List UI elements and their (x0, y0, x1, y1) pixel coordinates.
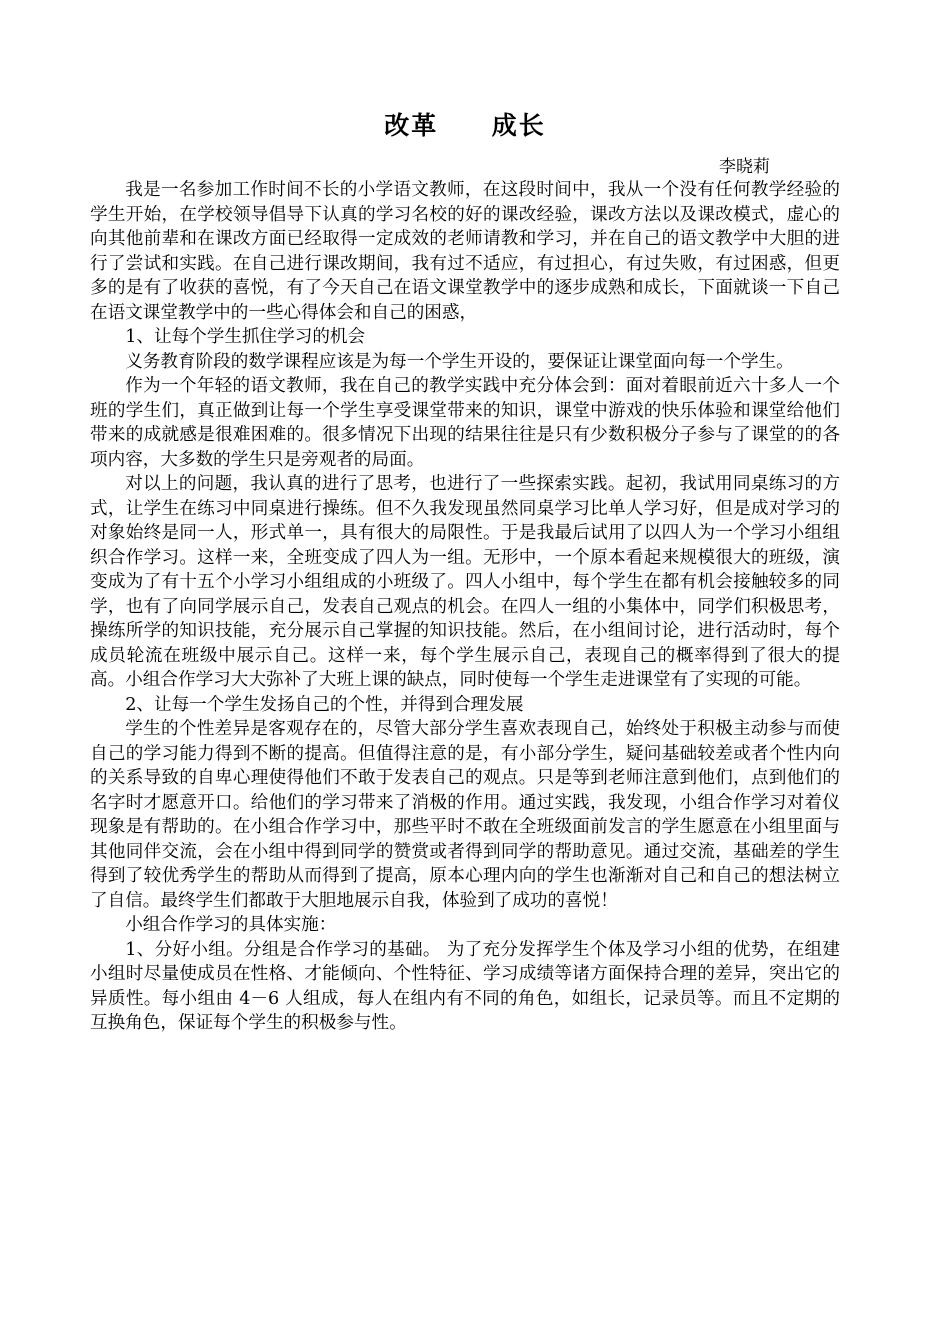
body-paragraph: 我是一名参加工作时间不长的小学语文教师，在这段时间中，我从一个没有任何教学经验的学生开始，在学校领导倡导下认真的学习名校的好的课改经验，课改方法以及课改模式，虚心的向其他前辈和在课改方面已经取得一定成效的老师请教和学习，并在自己的语文教学中大胆的进行了尝试和实践。在自己进行课改期间，我有过不适应，有过担心，有过失败，有过困惑，但更多的是有了收获的喜悦，有了今天自己在语文课堂教学中的逐步成熟和成长，下面就谈一下自己在语文课堂教学中的一些心得体会和自己的困惑， (90, 180, 840, 323)
body-paragraph: 1、分好小组。分组是合作学习的基础。 为了充分发挥学生个体及学习小组的优势，在组建小组时尽量使成员在性格、才能倾向、个性特征、学习成绩等诸方面保持合理的差异，突出它的异质性。每小组由 4－6 人组成，每人在组内有不同的角色，如组长，记录员等。而且不定期的互换角色，保证每个学生的积极参与性。 (90, 939, 840, 1033)
section-heading: 2、让每一个学生发扬自己的个性，并得到合理发展 (125, 694, 524, 715)
document-page (90, 110, 840, 1036)
document-author: 李晓莉 (719, 157, 770, 177)
body-paragraph: 学生的个性差异是客观存在的，尽管大部分学生喜欢表现自己，始终处于积极主动参与而使自己的学习能力得到不断的提高。但值得注意的是，有小部分学生，疑问基础较差或者个性内向的关系导致的自卑心理使得他们不敢于发表自己的观点。只是等到老师注意到他们，点到他们的名字时才愿意开口。给他们的学习带来了消极的作用。通过实践，我发现，小组合作学习对着仪现象是有帮助的。在小组合作学习中，那些平时不敢在全班级面前发言的学生愿意在小组里面与其他同伴交流，会在小组中得到同学的赞赏或者得到同学的帮助意见。通过交流，基础差的学生得到了较优秀学生的帮助从而得到了提高，原本心理内向的学生也渐渐对自己和自己的想法树立了自信。最终学生们都敢于大胆地展示自我，体验到了成功的喜悦！ (90, 719, 840, 911)
document-body (90, 178, 840, 1036)
section-heading: 小组合作学习的具体实施： (125, 915, 337, 935)
body-paragraph: 义务教育阶段的数学课程应该是为每一个学生开设的，要保证让课堂面向每一个学生。 (125, 351, 794, 372)
body-paragraph: 对以上的问题，我认真的进行了思考，也进行了一些探索实践。起初，我试用同桌练习的方式，让学生在练习中同桌进行操练。但不久我发现虽然同桌学习比单人学习好，但是成对学习的对象始终是同一人，形式单一，具有很大的局限性。于是我最后试用了以四人为一个学习小组组织合作学习。这样一来，全班变成了四人为一组。无形中，一个原本看起来规模很大的班级，演变成为了有十五个小学习小组组成的小班级了。四人小组中，每个学生在都有机会接触较多的同学，也有了向同学展示自己，发表自己观点的机会。在四人一组的小集体中，同学们积极思考，操练所学的知识技能，充分展示自己掌握的知识技能。然后，在小组间讨论，进行活动时，每个成员轮流在班级中展示自己。这样一来，每个学生展示自己，表现自己的概率得到了很大的提高。小组合作学习大大弥补了大班上课的缺点，同时使每一个学生走进课堂有了实现的可能。 (90, 474, 840, 690)
body-paragraph: 作为一个年轻的语文教师，我在自己的教学实践中充分体会到：面对着眼前近六十多人一个班的学生们，真正做到让每一个学生享受课堂带来的知识，课堂中游戏的快乐体验和课堂给他们带来的成就感是很难困难的。很多情况下出现的结果往往是只有少数积极分子参与了课堂的的各项内容，大多数的学生只是旁观者的局面。 (90, 376, 840, 470)
section-heading: 1、让每个学生抓住学习的机会 (125, 327, 366, 347)
document-title: 改革 成长 (384, 111, 546, 140)
